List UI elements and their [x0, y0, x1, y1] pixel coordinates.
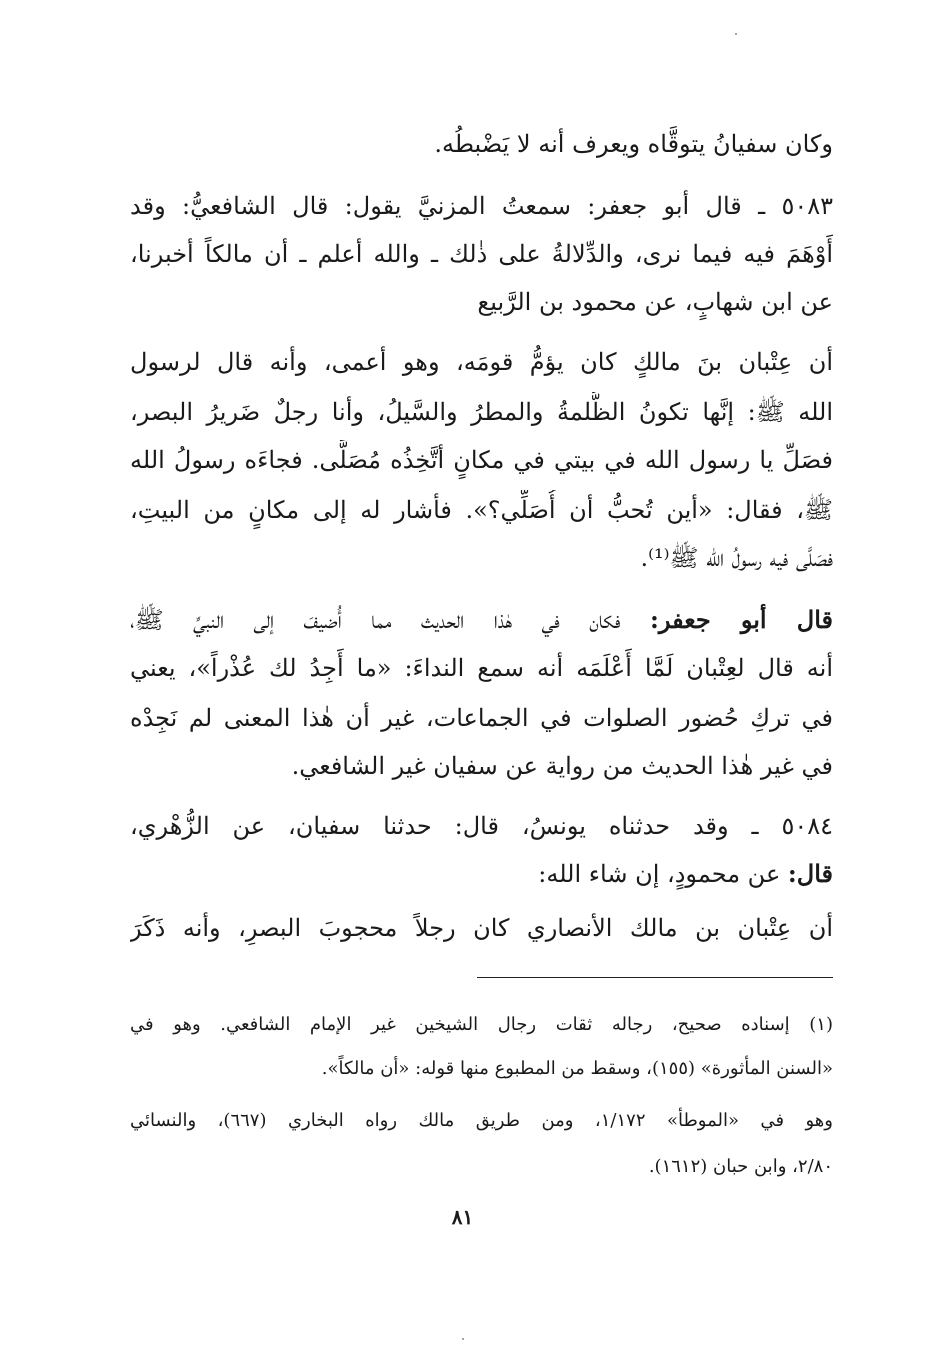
text-line-1: وكان سفيانُ يتوقَّاه ويعرف أنه لا يَضْبطُه.: [434, 130, 833, 158]
page-number: ٨١: [451, 1205, 474, 1229]
footnote-separator: [477, 977, 833, 978]
text-line-7: فصَلِّ يا رسول الله في بيتي في مكانٍ أتَّخِذُه مُصَلَّى. فجاءَه رسولُ الله: [130, 446, 833, 474]
footnote-line-3: وهو في «الموطأ» ١/١٧٢، ومن طريق مالك رواه البخاري (٦٦٧)، والنسائي: [130, 1110, 833, 1131]
text-line-4: عن ابن شهابٍ، عن محمود بن الرَّبيع: [477, 288, 833, 316]
text-line-3: أَوْهَمَ فيه فيما نرى، والدِّلالةُ على ذٰلك ـ والله أعلم ـ أن مالكاً أخبرنا،: [130, 240, 833, 268]
scan-speck: [735, 33, 737, 35]
speaker-label: قال أبو جعفر:: [650, 605, 833, 634]
text-line-10: قال أبو جعفر: فكان في هٰذا الحديث مما أُضيفَ إلى النبيِّ ﷺ،: [130, 605, 833, 634]
footnote-line-4: ٢/٨٠، وابن حبان (١٦١٢).: [648, 1156, 833, 1177]
footnote-line-2: «السنن المأثورة» (١٥٥)، وسقط من المطبوع منها قوله: «أن مالكاً».: [321, 1058, 833, 1079]
footnote-line-1: (١) إسناده صحيح، رجاله ثقات رجال الشيخين غير الإمام الشافعي. وهو في: [130, 1014, 833, 1035]
text-line-14: ٥٠٨٤ ـ وقد حدثناه يونسُ، قال: حدثنا سفيان، عن الزُّهْري،: [130, 812, 833, 840]
text-line-16: أن عِتْبان بن مالك الأنصاري كان رجلاً محجوبَ البصرِ، وأنه ذَكَرَ: [130, 914, 833, 942]
text-line-2: ٥٠٨٣ ـ قال أبو جعفر: سمعتُ المزنيَّ يقول: قال الشافعيُّ: وقد: [130, 192, 833, 220]
text-line-5: أن عِتْبان بنَ مالكٍ كان يؤمُّ قومَه، وهو أعمى، وأنه قال لرسول: [130, 348, 833, 376]
speaker-label: قال:: [787, 859, 833, 888]
text-line-12: في تركِ حُضور الصلوات في الجماعات، غير أن هٰذا المعنى لم نَجِدْه: [130, 704, 833, 732]
scan-speck: [462, 1338, 464, 1340]
text-line-9: فصَلَّى فيه رسولُ الله ﷺ⁽¹⁾.: [640, 544, 833, 572]
text-line-15: قال: عن محمودٍ، إن شاء الله:: [538, 859, 833, 888]
text-line-13: في غير هٰذا الحديث من رواية عن سفيان غير الشافعي.: [291, 752, 833, 780]
text-line-11: أنه قال لعِتْبان لَمَّا أَعْلَمَه أنه سمع النداءَ: «ما أَجِدُ لك عُذْراً»، يعني: [130, 654, 833, 682]
text-line-6: الله ﷺ: إنَّها تكونُ الظُّلمةُ والمطرُ والسَّيلُ، وأنا رجلٌ ضَريرُ البصر،: [130, 398, 833, 426]
text-line-8: ﷺ، فقال: «أين تُحبُّ أن أُصَلِّي؟». فأشار له إلى مكانٍ من البيتِ،: [130, 496, 833, 524]
